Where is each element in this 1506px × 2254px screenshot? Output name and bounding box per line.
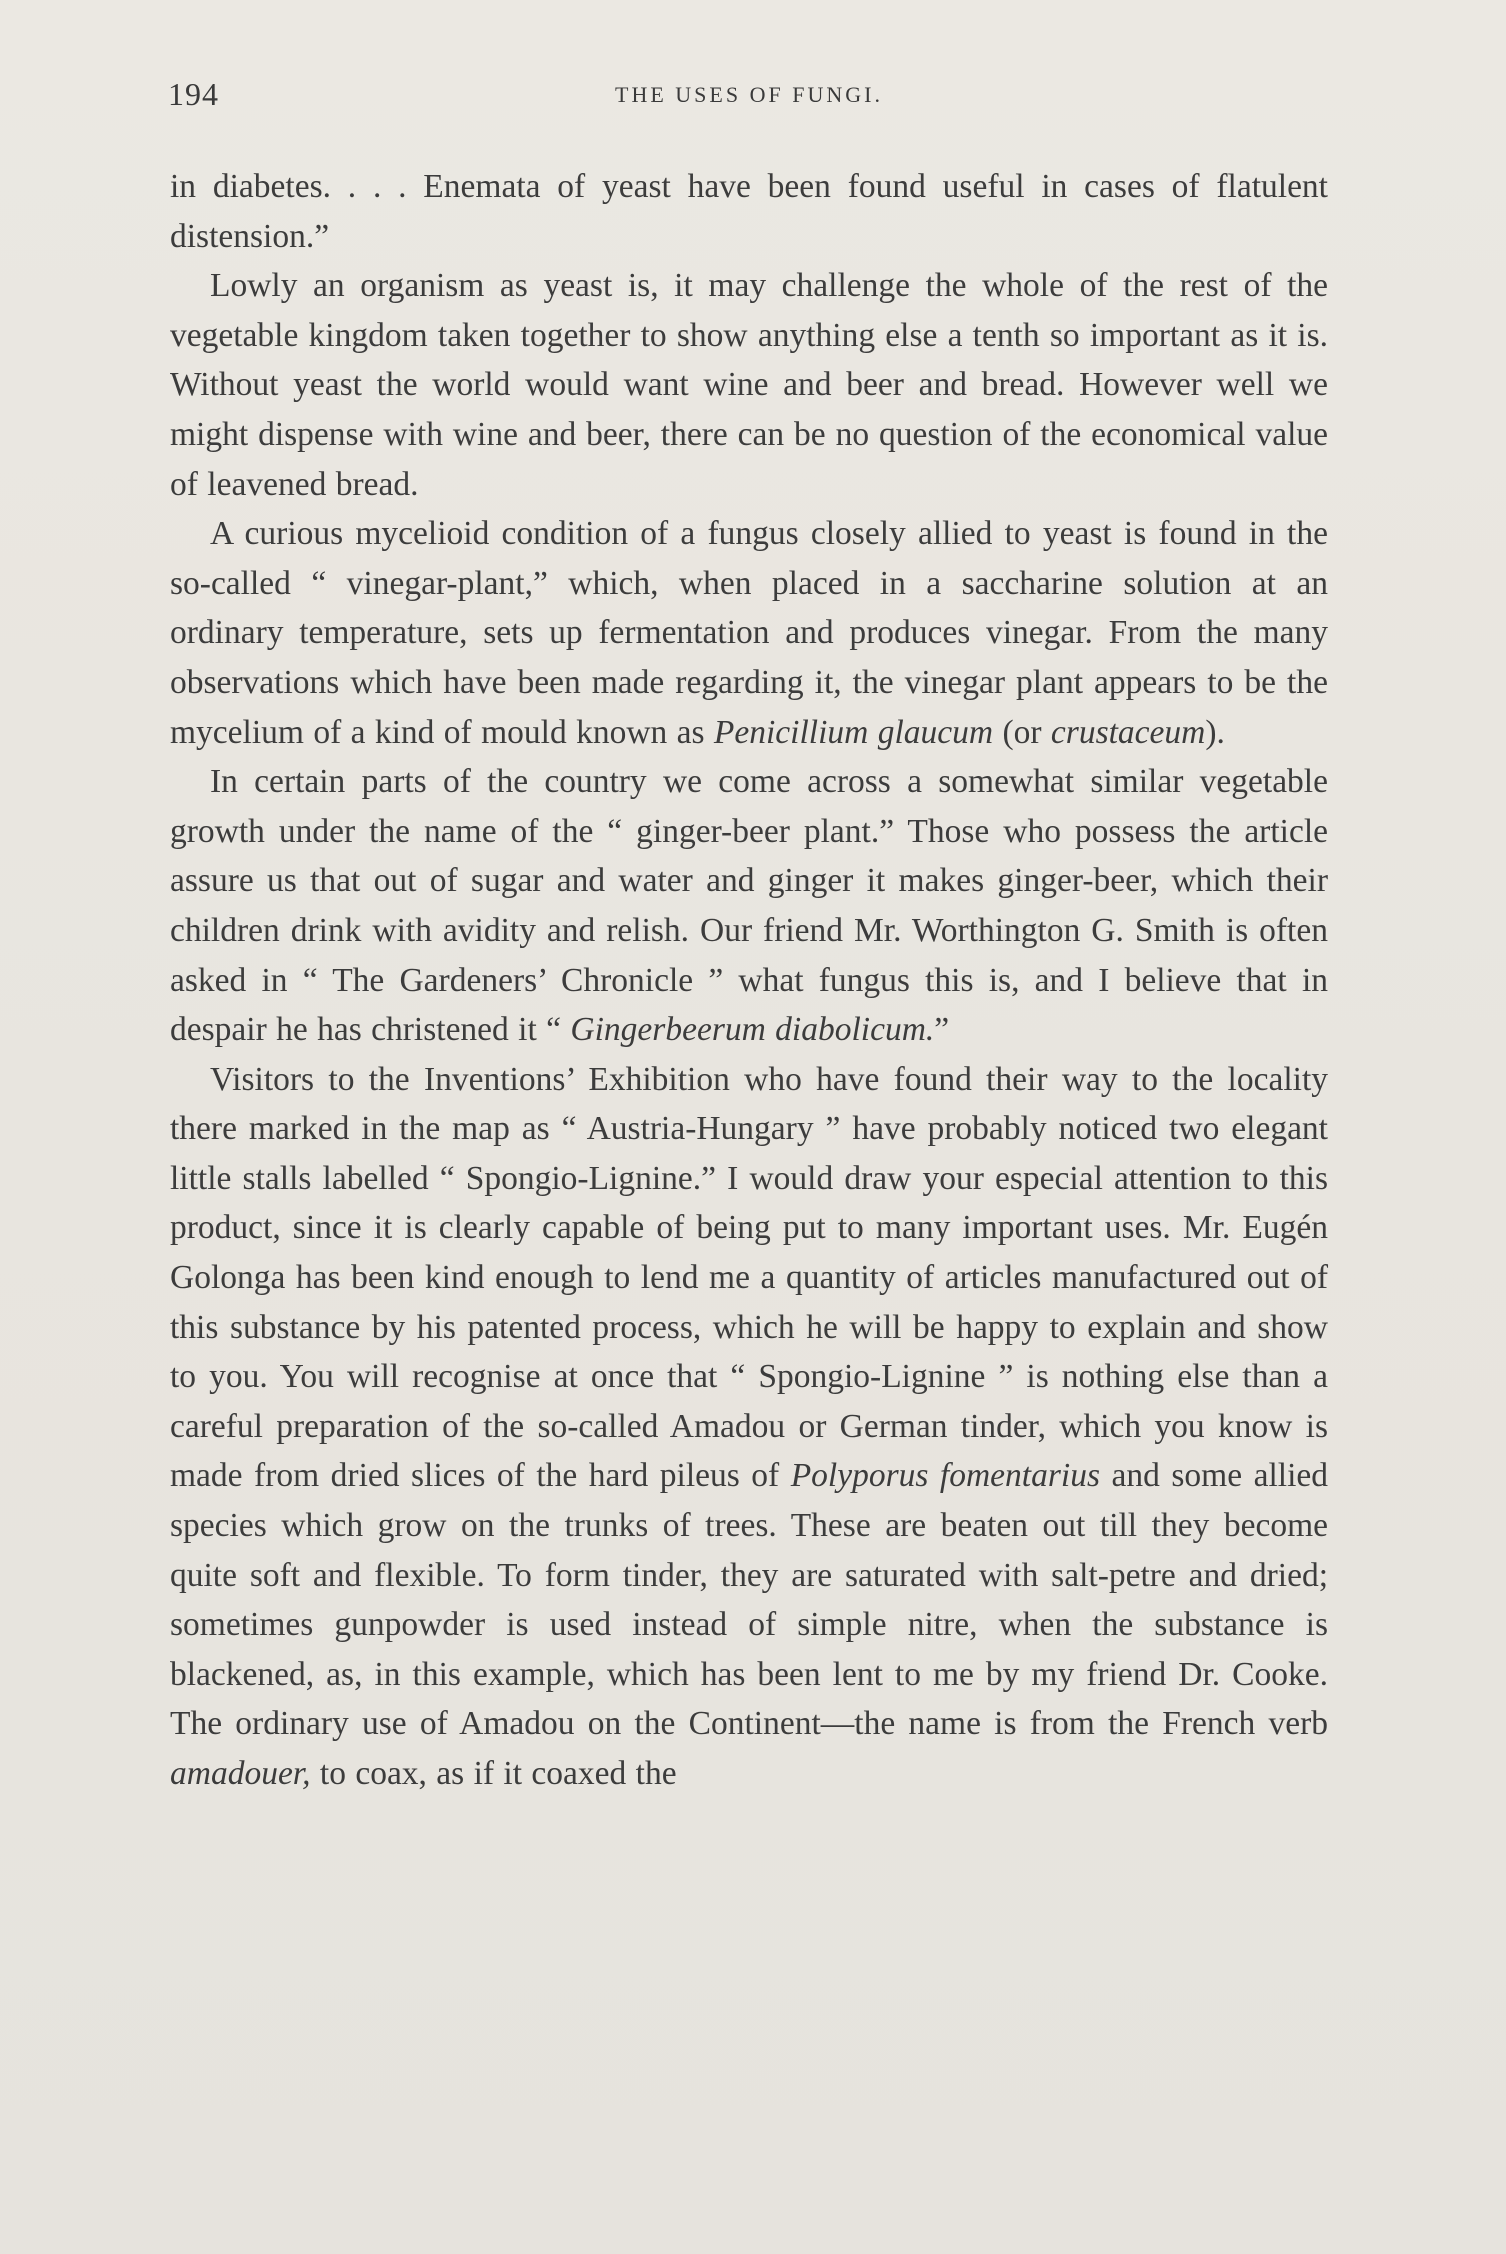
paragraph [170, 1055, 1328, 1799]
italic-text: amadouer, [170, 1755, 311, 1792]
italic-text: crustaceum [1050, 713, 1206, 751]
text-run: A curious mycelioid condition of a fungus closely allied to yeast is found in the so-called “ vinegar-plant,” which, when placed in a saccharine solution at an ordinary temperature, sets up fermentation and produces vinegar. From the many observations which have been made regarding it, the vinegar plant appears to be the mycelium of a kind of mould known as [170, 515, 1328, 751]
italic-text: Polyporus fomentarius [790, 1457, 1100, 1495]
text-run: In certain parts of the country we come across a somewhat similar vegetable growth under the name of the “ ginger-beer plant.” Those who possess the article assure us that out of sugar and water and ginger it makes ginger-beer, which their children drink with avidity and relish. Our friend Mr. Worthington G. Smith is often asked in “ The Gardeners’ Chronicle ” what fungus this is, and I believe that in despair he has christened it “ [170, 763, 1328, 1049]
text-run: (or [993, 713, 1051, 751]
paragraph [170, 261, 1328, 509]
page-header [168, 76, 1330, 120]
text-run: Visitors to the Inventions’ Exhibition who have found their way to the locality there marked in the map as “ Austria-Hungary ” have probably noticed two elegant little stalls labelled “ Spongio-Lignine.” I would draw your especial attention to this product, since it is clearly capable of being put to many important uses. Mr. Eugén Golonga has been kind enough to lend me a quantity of articles manufactured out of this substance by his patented process, which he will be happy to explain and show to you. You will recognise at once that “ Spongio-Lignine ” is nothing else than a careful preparation of the so-called Amadou or German tinder, which you know is made from dried slices of the hard pileus of [170, 1060, 1328, 1495]
text-run: Lowly an organism as yeast is, it may challenge the whole of the rest of the vegetable kingdom taken together to show anything else a tenth so important as it is. Without yeast the world would want wine and beer and bread. However well we might dispense with wine and beer, there can be no question of the economical value of leavened bread. [170, 267, 1328, 503]
paragraph [170, 757, 1328, 1055]
body-text [170, 162, 1328, 1799]
italic-text: Penicillium glaucum [713, 713, 994, 751]
paragraph [170, 162, 1328, 261]
paragraph [170, 509, 1328, 757]
text-run: to coax, as if it coaxed the [310, 1755, 677, 1792]
text-run: and some allied species which grow on the trunks of trees. These are beaten out till they become quite soft and flexible. To form tinder, they are saturated with salt-petre and dried; sometimes gunpowder is used instead of simple nitre, when the substance is blackened, as, in this example, which has been lent to me by my friend Dr. Cooke. The ordinary use of Amadou on the Continent—the name is from the French verb [170, 1457, 1328, 1743]
italic-text: Gingerbeerum diabolicum. [570, 1011, 935, 1049]
text-run: in diabetes. . . . Enemata of yeast have been found useful in cases of flatulent distension.” [170, 168, 1328, 255]
text-run: ” [934, 1011, 950, 1049]
page-number: 194 [168, 76, 219, 112]
running-title: THE USES OF FUNGI. [615, 82, 883, 107]
text-run: ). [1205, 713, 1225, 751]
